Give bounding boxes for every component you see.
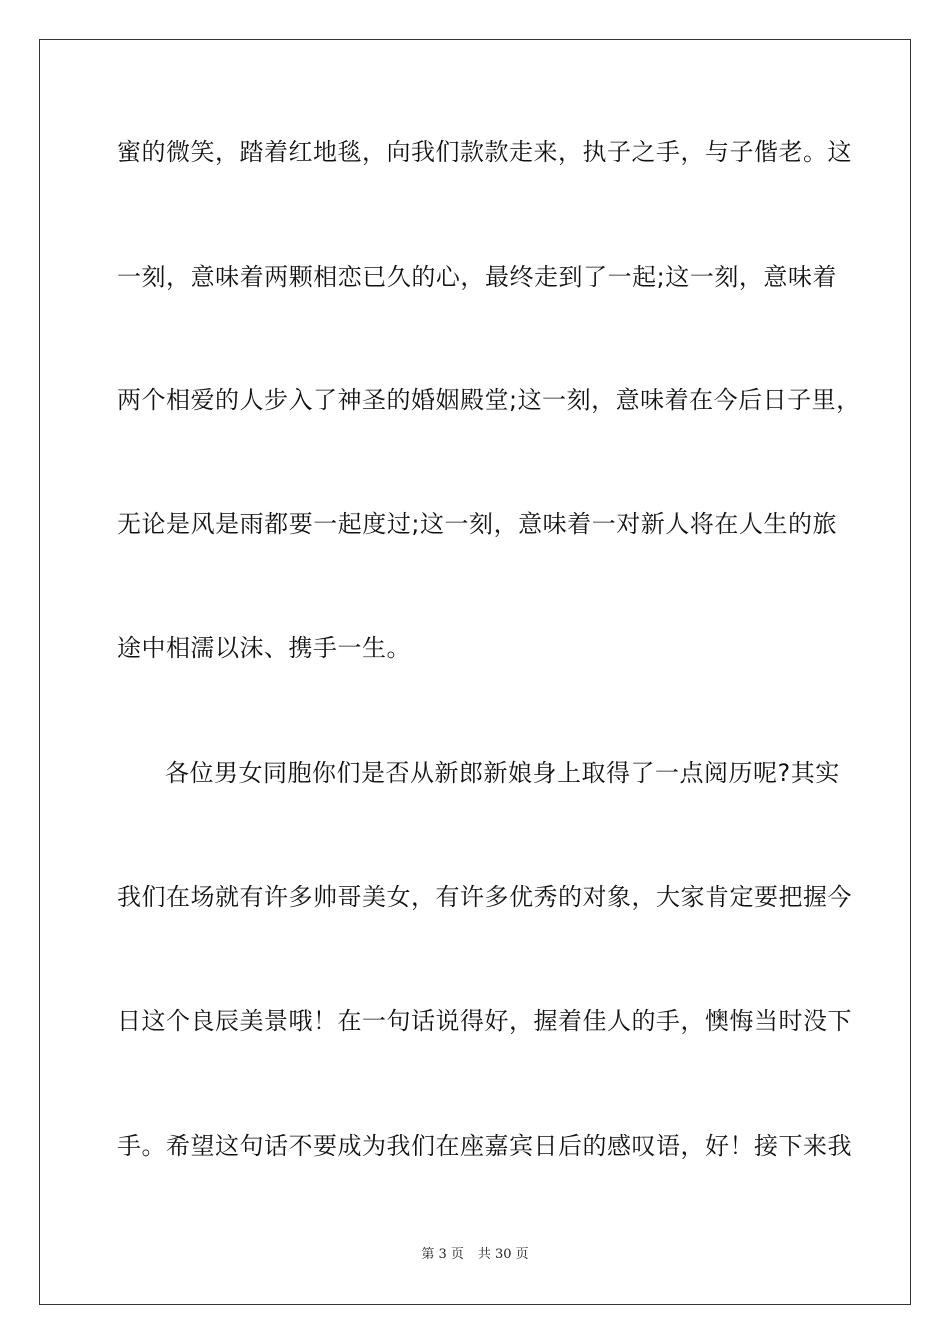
body-text-line: 日这个良辰美景哦！在一句话说得好，握着佳人的手，懊悔当时没下: [117, 1007, 852, 1035]
total-pages: 共 30 页: [477, 1247, 529, 1262]
page-frame: [39, 39, 911, 1305]
body-text-line: 两个相爱的人步入了神圣的婚姻殿堂;这一刻，意味着在今后日子里，: [117, 386, 861, 414]
body-text-line: 无论是风是雨都要一起度过;这一刻，意味着一对新人将在人生的旅: [117, 510, 837, 538]
page-number: 第 3 页: [421, 1247, 464, 1262]
body-text-line: 途中相濡以沫、携手一生。: [117, 634, 411, 662]
page-footer: [0, 1247, 950, 1263]
body-text-line: 手。希望这句话不要成为我们在座嘉宾日后的感叹语，好！接下来我: [117, 1132, 852, 1160]
paragraph-first-line: 各位男女同胞你们是否从新郎新娘身上取得了一点阅历呢?其实: [165, 759, 840, 787]
body-text-line: 我们在场就有许多帅哥美女，有许多优秀的对象，大家肯定要把握今: [117, 883, 852, 911]
body-text-line: 蜜的微笑，踏着红地毯，向我们款款走来，执子之手，与子偕老。这: [117, 138, 852, 166]
body-text-line: 一刻，意味着两颗相恋已久的心，最终走到了一起;这一刻，意味着: [117, 263, 837, 291]
